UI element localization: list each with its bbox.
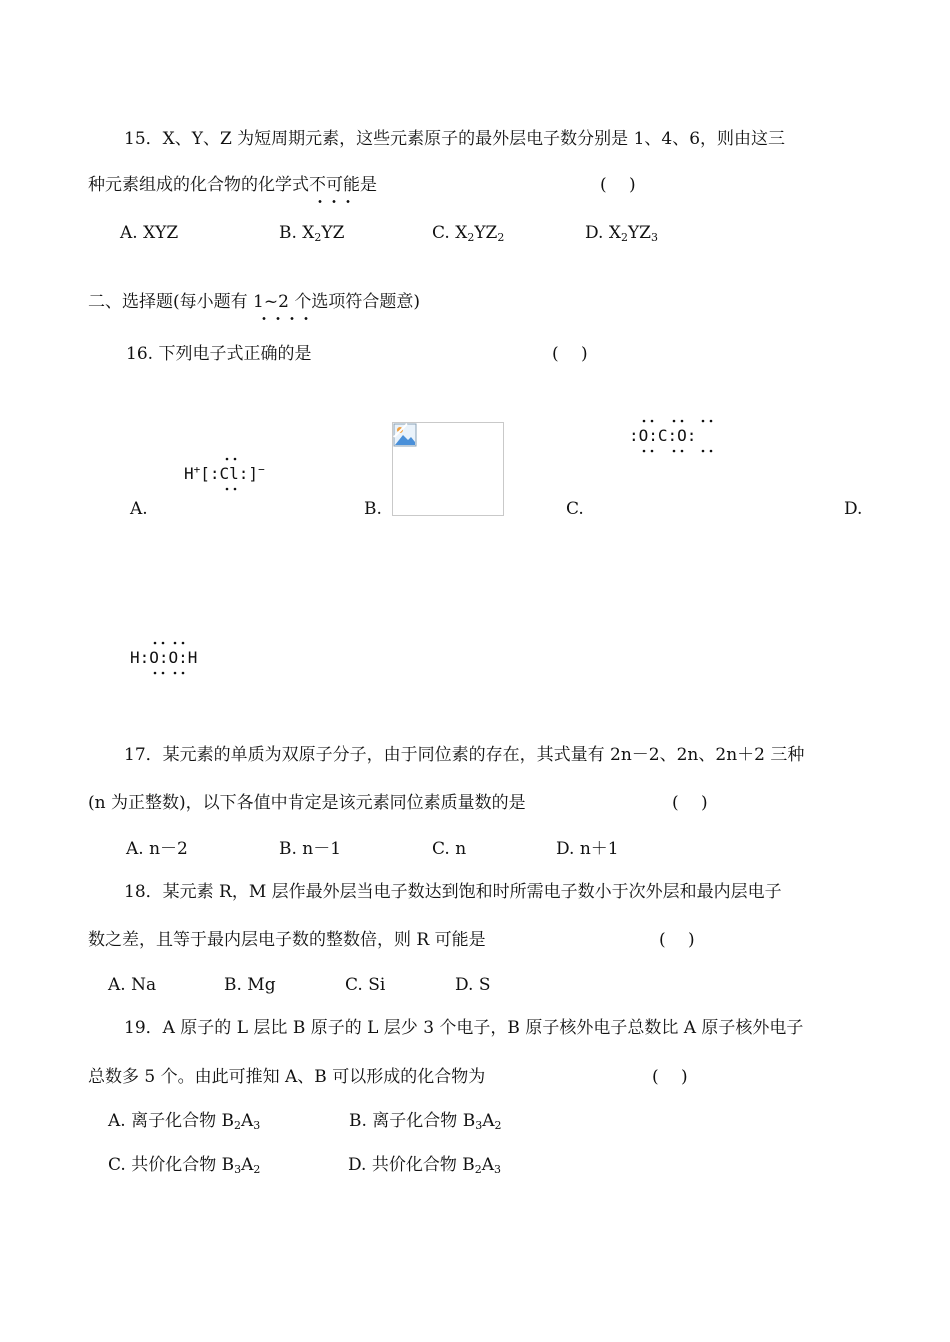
- q18-answer-paren[interactable]: ( ): [659, 930, 695, 950]
- q19-option-a-letter: A: [240, 1111, 254, 1131]
- q18-option-b[interactable]: B. Mg: [224, 975, 276, 995]
- q16-option-b-image-placeholder: [392, 422, 504, 516]
- q19-option-c-letter: A: [241, 1155, 254, 1175]
- q18-stem-line1: 18．某元素 R，M 层作最外层当电子数达到饱和时所需电子数小于次外层和最内层电子: [124, 882, 782, 902]
- q19-option-d[interactable]: [348, 1153, 501, 1177]
- q16-stem: 16. 下列电子式正确的是: [126, 344, 312, 364]
- q16-option-b-label[interactable]: B.: [364, 499, 382, 519]
- q19-option-c-sub2: 2: [253, 1163, 261, 1176]
- q17-option-d[interactable]: D. n＋1: [556, 839, 619, 859]
- broken-image-icon: [393, 423, 417, 447]
- q15-option-c-sub1: 2: [467, 231, 475, 244]
- q16-option-d-label[interactable]: D.: [844, 499, 863, 519]
- q15-answer-paren[interactable]: ( ): [600, 175, 636, 195]
- q17-option-b[interactable]: B. n－1: [279, 839, 342, 859]
- q19-option-b-text: B. 离子化合物 B: [349, 1111, 476, 1131]
- q19-option-d-sub2: 3: [494, 1163, 502, 1176]
- q17-stem-line2: (n 为正整数)，以下各值中肯定是该元素同位素质量数的是: [88, 793, 526, 813]
- q15-stem-line1: 15．X、Y、Z 为短周期元素，这些元素原子的最外层电子数分别是 1、4、6，则由这三: [124, 129, 786, 149]
- q19-option-a[interactable]: [108, 1109, 260, 1133]
- q16-formula-c: :O:C:O:: [629, 426, 697, 445]
- section-2-emphasis: 1~2 个: [253, 292, 312, 312]
- q15-option-c-tail: YZ: [474, 223, 498, 243]
- q16-answer-paren[interactable]: ( ): [552, 344, 588, 364]
- q15-option-d-sub2: 3: [650, 231, 658, 244]
- q16-formula-d-electron-dots: [130, 640, 220, 678]
- q15-option-d[interactable]: [585, 221, 658, 245]
- q18-option-a[interactable]: A. Na: [108, 975, 157, 995]
- q15-option-a[interactable]: A. XYZ: [120, 223, 179, 243]
- q15-option-b[interactable]: [279, 221, 344, 245]
- q19-option-a-sub2: 3: [253, 1119, 261, 1132]
- q19-option-d-sub1: 2: [474, 1163, 482, 1176]
- q15-option-c[interactable]: [432, 221, 504, 245]
- q15-emphasis: 不可能: [309, 175, 360, 195]
- q19-option-a-sub1: 2: [233, 1119, 241, 1132]
- q15-option-b-label: B. X: [279, 223, 315, 243]
- q16-formula-a-h: H: [184, 464, 194, 483]
- q19-option-a-text: A. 离子化合物 B: [108, 1111, 234, 1131]
- q18-option-c[interactable]: C. Si: [345, 975, 386, 995]
- q16-option-a-label[interactable]: A.: [130, 499, 148, 519]
- section-2-pre: 二、选择题(每小题有: [88, 292, 254, 312]
- q19-stem-line2: 总数多 5 个。由此可推知 A、B 可以形成的化合物为: [88, 1067, 486, 1087]
- q15-option-d-sub1: 2: [620, 231, 628, 244]
- q19-answer-paren[interactable]: ( ): [652, 1067, 688, 1087]
- q15-option-d-tail: YZ: [627, 223, 651, 243]
- q19-option-c[interactable]: [108, 1153, 260, 1177]
- section-2-heading: [88, 290, 420, 314]
- q15-option-c-label: C. X: [432, 223, 468, 243]
- q19-option-c-text: C. 共价化合物 B: [108, 1155, 235, 1175]
- q15-stem-post: 是: [360, 175, 377, 195]
- q19-option-b-letter: A: [482, 1111, 495, 1131]
- q19-option-d-letter: A: [481, 1155, 495, 1175]
- q15-option-d-label: D. X: [585, 223, 621, 243]
- section-2-post: 选项符合题意): [311, 292, 420, 312]
- q17-answer-paren[interactable]: ( ): [672, 793, 708, 813]
- q19-stem-line1: 19．A 原子的 L 层比 B 原子的 L 层少 3 个电子，B 原子核外电子总数比 A 原子核外电子: [124, 1018, 804, 1038]
- q16-formula-a-core: [:Cl:]: [200, 464, 259, 483]
- q15-option-c-sub2: 2: [497, 231, 505, 244]
- q19-option-b-sub1: 3: [475, 1119, 483, 1132]
- q16-formula-a-electron-dots: [221, 456, 245, 494]
- q19-option-b-sub2: 2: [494, 1119, 502, 1132]
- q17-option-a[interactable]: A. n－2: [126, 839, 188, 859]
- q15-stem-pre: 种元素组成的化合物的化学式: [88, 175, 309, 195]
- q17-option-c[interactable]: C. n: [432, 839, 467, 859]
- q19-option-c-sub1: 3: [234, 1163, 242, 1176]
- q15-option-b-tail: YZ: [321, 223, 345, 243]
- q17-stem-line1: 17．某元素的单质为双原子分子，由于同位素的存在，其式量有 2n－2、2n、2n＋2 三种: [124, 745, 805, 765]
- q19-option-b[interactable]: [349, 1109, 501, 1133]
- q15-stem-line2: [88, 173, 377, 197]
- q16-formula-a-minus: −: [258, 463, 265, 476]
- q16-formula-c-electron-dots: [629, 418, 729, 456]
- q15-option-b-sub: 2: [314, 231, 322, 244]
- q19-option-d-text: D. 共价化合物 B: [348, 1155, 475, 1175]
- q18-stem-line2: 数之差，且等于最内层电子数的整数倍，则 R 可能是: [88, 930, 486, 950]
- q16-option-c-label[interactable]: C.: [566, 499, 584, 519]
- q18-option-d[interactable]: D. S: [455, 975, 491, 995]
- q16-formula-d: H:O:O:H: [130, 648, 198, 667]
- q16-formula-a-plus: +: [193, 463, 201, 476]
